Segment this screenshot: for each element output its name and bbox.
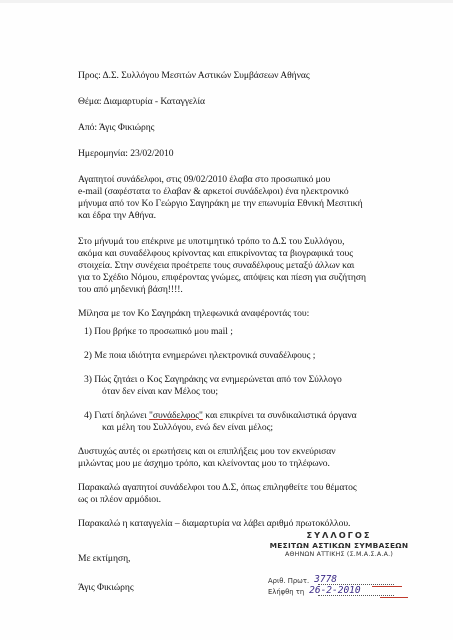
stamp-association: ΣΥΛΛΟΓΟΣ	[306, 530, 372, 540]
paragraph-6: Παρακαλώ η καταγγελία – διαμαρτυρία να λάβει αριθμό πρωτοκόλλου.	[78, 518, 351, 529]
red-pen-mark	[372, 586, 402, 587]
protocol-stamp	[254, 530, 424, 610]
paragraph-3: Μίλησα με τον Κο Σαγηράκη τηλεφωνικά αναφέροντάς του:	[78, 308, 310, 319]
question-item-3: 3) Πώς ζητάει ο Κος Σαγηράκης να ενημερώνεται από τον Σύλλογο	[84, 374, 342, 385]
signature-name: Άγις Φικιώρης	[78, 582, 134, 593]
stamp-title: ΜΕΣΙΤΩΝ ΑΣΤΙΚΩΝ ΣΥΜΒΑΣΕΩΝ	[269, 541, 409, 550]
paragraph-2-line: ακόμα και συναδέλφους κρίνοντας και επικρίνοντας τα βιογραφικά τους	[78, 248, 353, 259]
question-item-1: 1) Που βρήκε το προσωπικό μου mail ;	[84, 326, 233, 337]
paragraph-5-line: Παρακαλώ αγαπητοί συνάδελφοι του Δ.Σ, όπως επιληφθείτε του θέματος	[78, 482, 357, 493]
question-item-4-post: και επικρίνει τα συνδικαλιστικά όργανα	[202, 410, 357, 421]
question-item-4-cont: και μέλη του Συλλόγου, ενώ δεν είναι μέλος;	[102, 422, 273, 433]
red-pen-mark	[380, 597, 408, 598]
sender-line: Από: Άγις Φικιώρης	[78, 122, 155, 133]
question-item-4-pre: 4) Γιατί δηλώνει	[84, 410, 150, 421]
stamp-received-date: 26-2-2010	[309, 585, 361, 596]
stamp-protocol-label: Αριθ. Πρωτ.	[268, 577, 310, 585]
question-item-2: 2) Με ποια ιδιότητα ενημερώνει ηλεκτρονικά συναδέλφους ;	[84, 350, 316, 361]
question-item-4	[84, 410, 357, 422]
stamp-region: ΑΘΗΝΩΝ ΑΤΤΙΚΗΣ (Σ.Μ.Α.Σ.Α.Α.)	[285, 551, 393, 558]
quoted-word: "συνάδελφος"	[149, 410, 203, 421]
paragraph-2-line: για το Σχέδιο Νόμου, επιφέροντας γνώμες, απόψεις και πίεση για συζήτηση	[78, 272, 366, 283]
closing: Με εκτίμηση,	[78, 553, 131, 564]
paragraph-2-line: στοιχεία. Στην συνέχεια προέτρεπε τους συναδέλφους μεταξύ άλλων και	[78, 260, 355, 271]
paragraph-5-line: ως οι πλέον αρμόδιοι.	[78, 494, 161, 505]
subject-line: Θέμα: Διαμαρτυρία - Καταγγελία	[78, 96, 205, 107]
paragraph-4-line: μιλώντας μου με άσχημο τρόπο, και κλείνοντας μου το τηλέφωνο.	[78, 458, 330, 469]
stamp-protocol-number: 3778	[314, 574, 338, 585]
stamp-dotted-line	[318, 595, 394, 596]
paragraph-2-line: Στο μήνυμά του επέκρινε με υποτιμητικό τρόπο το Δ.Σ του Συλλόγου,	[78, 236, 345, 247]
paragraph-1-line: και έδρα την Αθήνα.	[78, 210, 156, 221]
scan-edge	[0, 0, 453, 3]
paragraph-2-line: του από μηδενική βάση!!!!.	[78, 284, 183, 295]
stamp-received-label: Ελήφθη τη	[268, 588, 305, 596]
recipient-line: Προς: Δ.Σ. Συλλόγου Μεσιτών Αστικών Συμβάσεων Αθήνας	[78, 70, 310, 81]
paragraph-1-line: Αγαπητοί συνάδελφοι, στις 09/02/2010 έλαβα στο προσωπικό μου	[78, 174, 331, 185]
paragraph-4-line: Δυστυχώς αυτές οι ερωτήσεις και οι επιπλήξεις μου τον εκνεύρισαν	[78, 446, 336, 457]
paragraph-1-line: μήνυμα από τον Κο Γεώργιο Σαγηράκη με την επωνυμία Εθνική Μεσιτική	[78, 198, 363, 209]
date-line: Ημερομηνία: 23/02/2010	[78, 148, 174, 159]
paragraph-1-line: e-mail (σαφέστατα το έλαβαν & αρκετοί συνάδελφοι) ένα ηλεκτρονικό	[78, 186, 349, 197]
question-item-3-cont: όταν δεν είναι καν Μέλος του;	[102, 386, 218, 397]
